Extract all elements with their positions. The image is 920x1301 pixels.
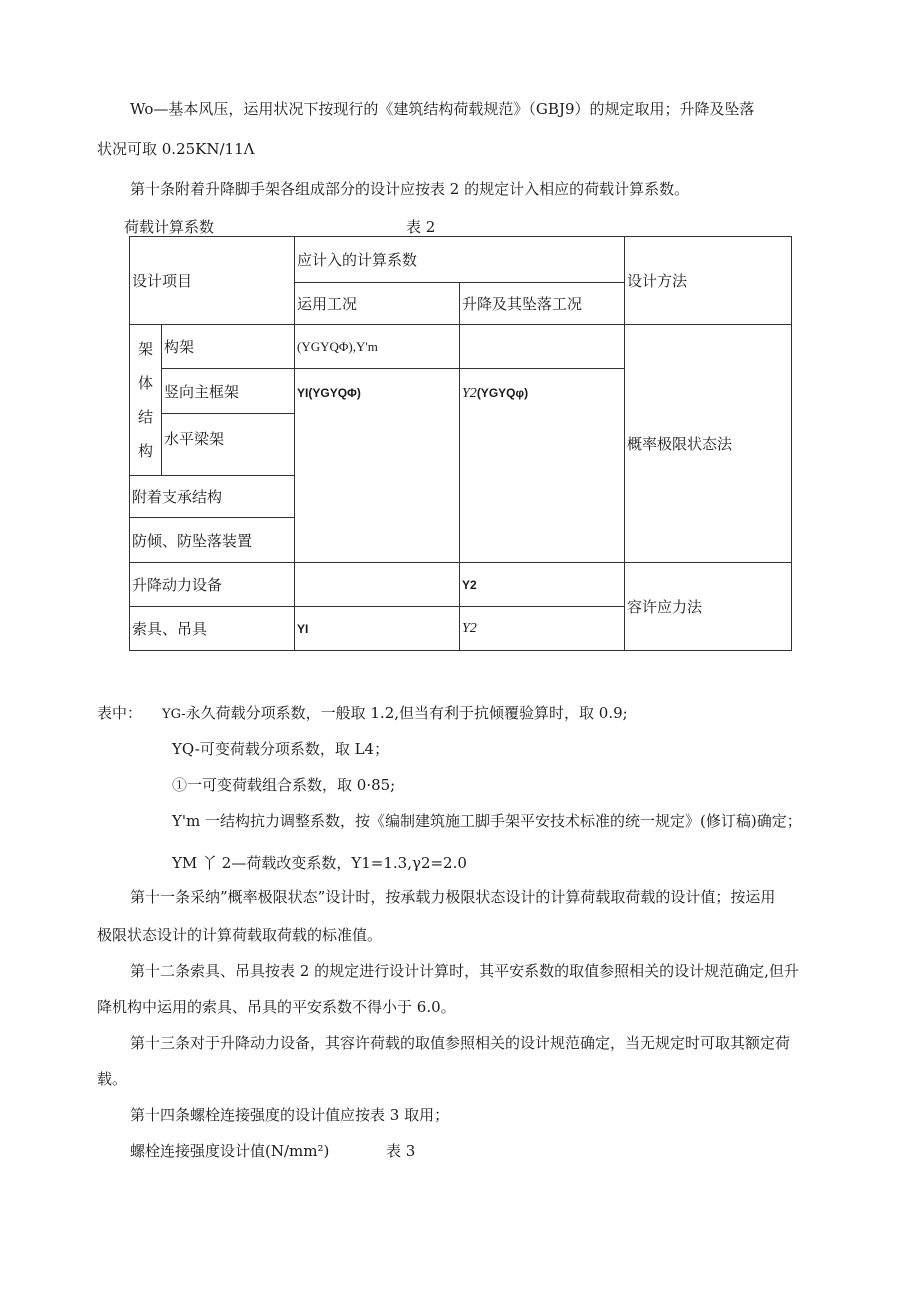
wind-pressure-line-2: 状况可取 0.25KN∕11Λ [97, 140, 255, 158]
row-anti-tilt-fall: 防倾、防坠落装置 [130, 518, 295, 563]
goujia-lift-coefficient [460, 325, 625, 369]
frame-char: 结 [137, 408, 153, 426]
goujia-use-coefficient: (YGYQΦ),Y'm [295, 325, 460, 369]
vertical-frame-lift-coefficient: Y2(YGYQφ) [460, 369, 625, 563]
note-yg: YG-永久荷载分项系数，一般取 1.2,但当有利于抗倾覆验算时，取 0.9; [162, 704, 628, 722]
method-allowable-stress: 容许应力法 [625, 563, 792, 651]
frame-structure-label [130, 325, 162, 476]
note-ym: Y'm 一结构抗力调整系数，按《编制建筑施工脚手架平安技术标准的统一规定》(修订稿)确定； [172, 812, 802, 830]
note-yq: YQ-可变荷载分项系数，取 L4； [172, 740, 390, 758]
frame-char: 构 [137, 442, 153, 460]
vertical-frame-use-coefficient: YI(YGYQΦ) [295, 369, 460, 563]
wind-pressure-line-1: Wo—基本风压，运用状况下按现行的《建筑结构荷载规范》（GBJ9）的规定取用；升降及坠落 [130, 100, 755, 118]
header-coefficients: 应计入的计算系数 [295, 237, 625, 283]
row-horizontal-beam: 水平梁架 [162, 414, 295, 476]
header-design-item: 设计项目 [130, 237, 295, 325]
table2-caption-title: 荷载计算系数 [124, 218, 215, 236]
row-vertical-main-frame: 竖向主框架 [162, 369, 295, 414]
article-13-line-2: 载。 [97, 1070, 128, 1088]
method-probability: 概率极限状态法 [625, 325, 792, 563]
frame-char: 体 [137, 374, 153, 392]
article-13-line-1: 第十三条对于升降动力设备，其容许荷载的取值参照相关的设计规范确定，当无规定时可取其额定荷 [130, 1034, 791, 1052]
row-rigging: 索具、吊具 [130, 607, 295, 651]
header-lift-condition: 升降及其坠落工况 [460, 283, 625, 325]
lifting-power-lift-coefficient: Y2 [460, 563, 625, 607]
table2-caption-number: 表 2 [406, 218, 436, 236]
rigging-use-coefficient: YI [295, 607, 460, 651]
load-coefficient-table [129, 236, 792, 651]
article-11-line-2: 极限状态设计的计算荷载取荷载的标准值。 [97, 926, 383, 944]
header-use-condition: 运用工况 [295, 283, 460, 325]
lifting-power-use-coefficient [295, 563, 460, 607]
note-phi: ①一可变荷载组合系数，取 0·85; [172, 776, 396, 794]
table3-caption-title: 螺栓连接强度设计值(N/mm²) [130, 1142, 330, 1160]
row-lifting-power: 升降动力设备 [130, 563, 295, 607]
article-14: 第十四条螺栓连接强度的设计值应按表 3 取用； [130, 1106, 450, 1124]
header-design-method: 设计方法 [625, 237, 792, 325]
row-goujia: 构架 [162, 325, 295, 369]
note-gamma: YM 丫 2—荷载改变系数，Y1=1.3,γ2=2.0 [172, 854, 467, 872]
frame-char: 架 [137, 340, 153, 358]
rigging-lift-coefficient: Y2 [460, 607, 625, 651]
article-12-line-2: 降机构中运用的索具、吊具的平安系数不得小于 6.0。 [97, 998, 456, 1016]
article-10: 第十条附着升降脚手架各组成部分的设计应按表 2 的规定计入相应的荷载计算系数。 [130, 180, 690, 198]
article-12-line-1: 第十二条索具、吊具按表 2 的规定进行设计计算时，其平安系数的取值参照相关的设计规范确定,但升 [130, 962, 799, 980]
notes-label: 表中： [97, 704, 143, 722]
article-11-line-1: 第十一条采纳”概率极限状态”设计时，按承载力极限状态设计的计算荷载取荷载的设计值；按运用 [130, 888, 776, 906]
table3-caption-number: 表 3 [386, 1142, 416, 1160]
row-attached-support: 附着支承结构 [130, 476, 295, 518]
